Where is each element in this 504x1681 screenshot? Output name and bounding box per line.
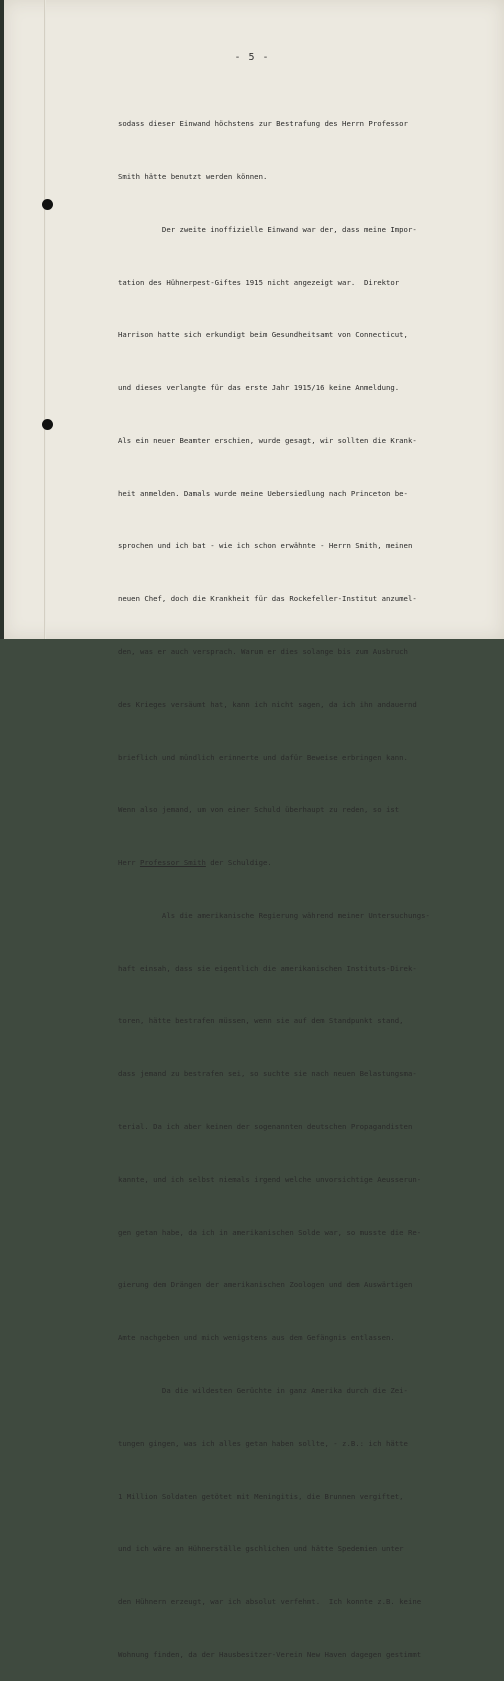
- text-line: gierung dem Drängen der amerikanischen Zoologen und dem Auswärtigen: [118, 1280, 413, 1290]
- text-line: gen getan habe, da ich in amerikanischen Solde war, so musste die Re-: [118, 1227, 422, 1237]
- punch-hole-bottom: [42, 419, 53, 430]
- text-line: terial. Da ich aber keinen der sogenannten deutschen Propagandisten: [118, 1122, 413, 1132]
- text-line: und dieses verlangte für das erste Jahr 1915/16 keine Anmeldung.: [118, 383, 400, 393]
- underlined-name: Professor Smith: [139, 858, 206, 868]
- text-line: Harrison hatte sich erkundigt beim Gesundheitsamt von Connecticut,: [118, 330, 408, 340]
- text-line: tungen gingen, was ich alles getan haben sollte, - z.B.: ich hätte: [118, 1438, 408, 1448]
- text-line: heit anmelden. Damals wurde meine Uebersiedlung nach Princeton be-: [118, 488, 408, 498]
- text-line: kannte, und ich selbst niemals irgend welche unvorsichtige Aeusserun-: [118, 1174, 422, 1184]
- text-line: Smith hätte benutzt werden können.: [118, 171, 268, 181]
- body-text: [118, 80, 478, 1681]
- text-line: Amte nachgeben und mich wenigstens aus dem Gefängnis entlassen.: [118, 1333, 395, 1343]
- text-line: Als die amerikanische Regierung während meiner Untersuchungs-: [118, 910, 430, 920]
- text-segment: der Schuldige.: [205, 858, 272, 868]
- text-line-with-underline: [118, 854, 478, 872]
- text-line: sodass dieser Einwand höchstens zur Bestrafung des Herrn Professor: [118, 119, 408, 129]
- text-line: Da die wildesten Gerüchte in ganz Amerika durch die Zei-: [118, 1385, 408, 1395]
- text-line: sprochen und ich bat - wie ich schon erwähnte - Herrn Smith, meinen: [118, 541, 413, 551]
- page-number: - 5 -: [234, 52, 270, 63]
- text-line: Wenn also jemand, um von einer Schuld überhaupt zu reden, so ist: [118, 805, 400, 815]
- text-segment: Herr: [118, 858, 140, 868]
- text-line: haft einsah, dass sie eigentlich die amerikanischen Instituts-Direk-: [118, 963, 417, 973]
- text-line: Als ein neuer Beamter erschien, wurde gesagt, wir sollten die Krank-: [118, 435, 417, 445]
- text-line: Der zweite inoffizielle Einwand war der, dass meine Impor-: [118, 224, 417, 234]
- text-line: brieflich und mündlich erinnerte und dafür Beweise erbringen kann.: [118, 752, 408, 762]
- text-line: toren, hätte bestrafen müssen, wenn sie auf dem Standpunkt stand,: [118, 1016, 404, 1026]
- punch-hole-top: [42, 199, 53, 210]
- text-line: den Hühnern erzeugt, war ich absolut verfehmt. Ich konnte z.B. keine: [118, 1597, 422, 1607]
- binding-edge: [0, 0, 4, 639]
- page-fold: [44, 0, 46, 639]
- text-line: tation des Hühnerpest-Giftes 1915 nicht angezeigt war. Direktor: [118, 277, 400, 287]
- text-line: Wohnung finden, da der Hausbesitzer-Verein New Haven dagegen gestimmt: [118, 1649, 422, 1659]
- text-line: dass jemand zu bestrafen sei, so suchte sie nach neuen Belastungsma-: [118, 1069, 417, 1079]
- text-line: 1 Million Soldaten getötet mit Meningitis, die Brunnen vergiftet,: [118, 1491, 404, 1501]
- text-line: und ich wäre an Hühnerställe gschlichen und hätte Spedemien unter: [118, 1544, 404, 1554]
- text-line: des Krieges versäumt hat, kann ich nicht sagen, da ich ihn andauernd: [118, 699, 417, 709]
- text-line: den, was er auch versprach. Warum er dies solange bis zum Ausbruch: [118, 647, 408, 656]
- text-line: neuen Chef, doch die Krankheit für das Rockefeller-Institut anzumel-: [118, 594, 417, 604]
